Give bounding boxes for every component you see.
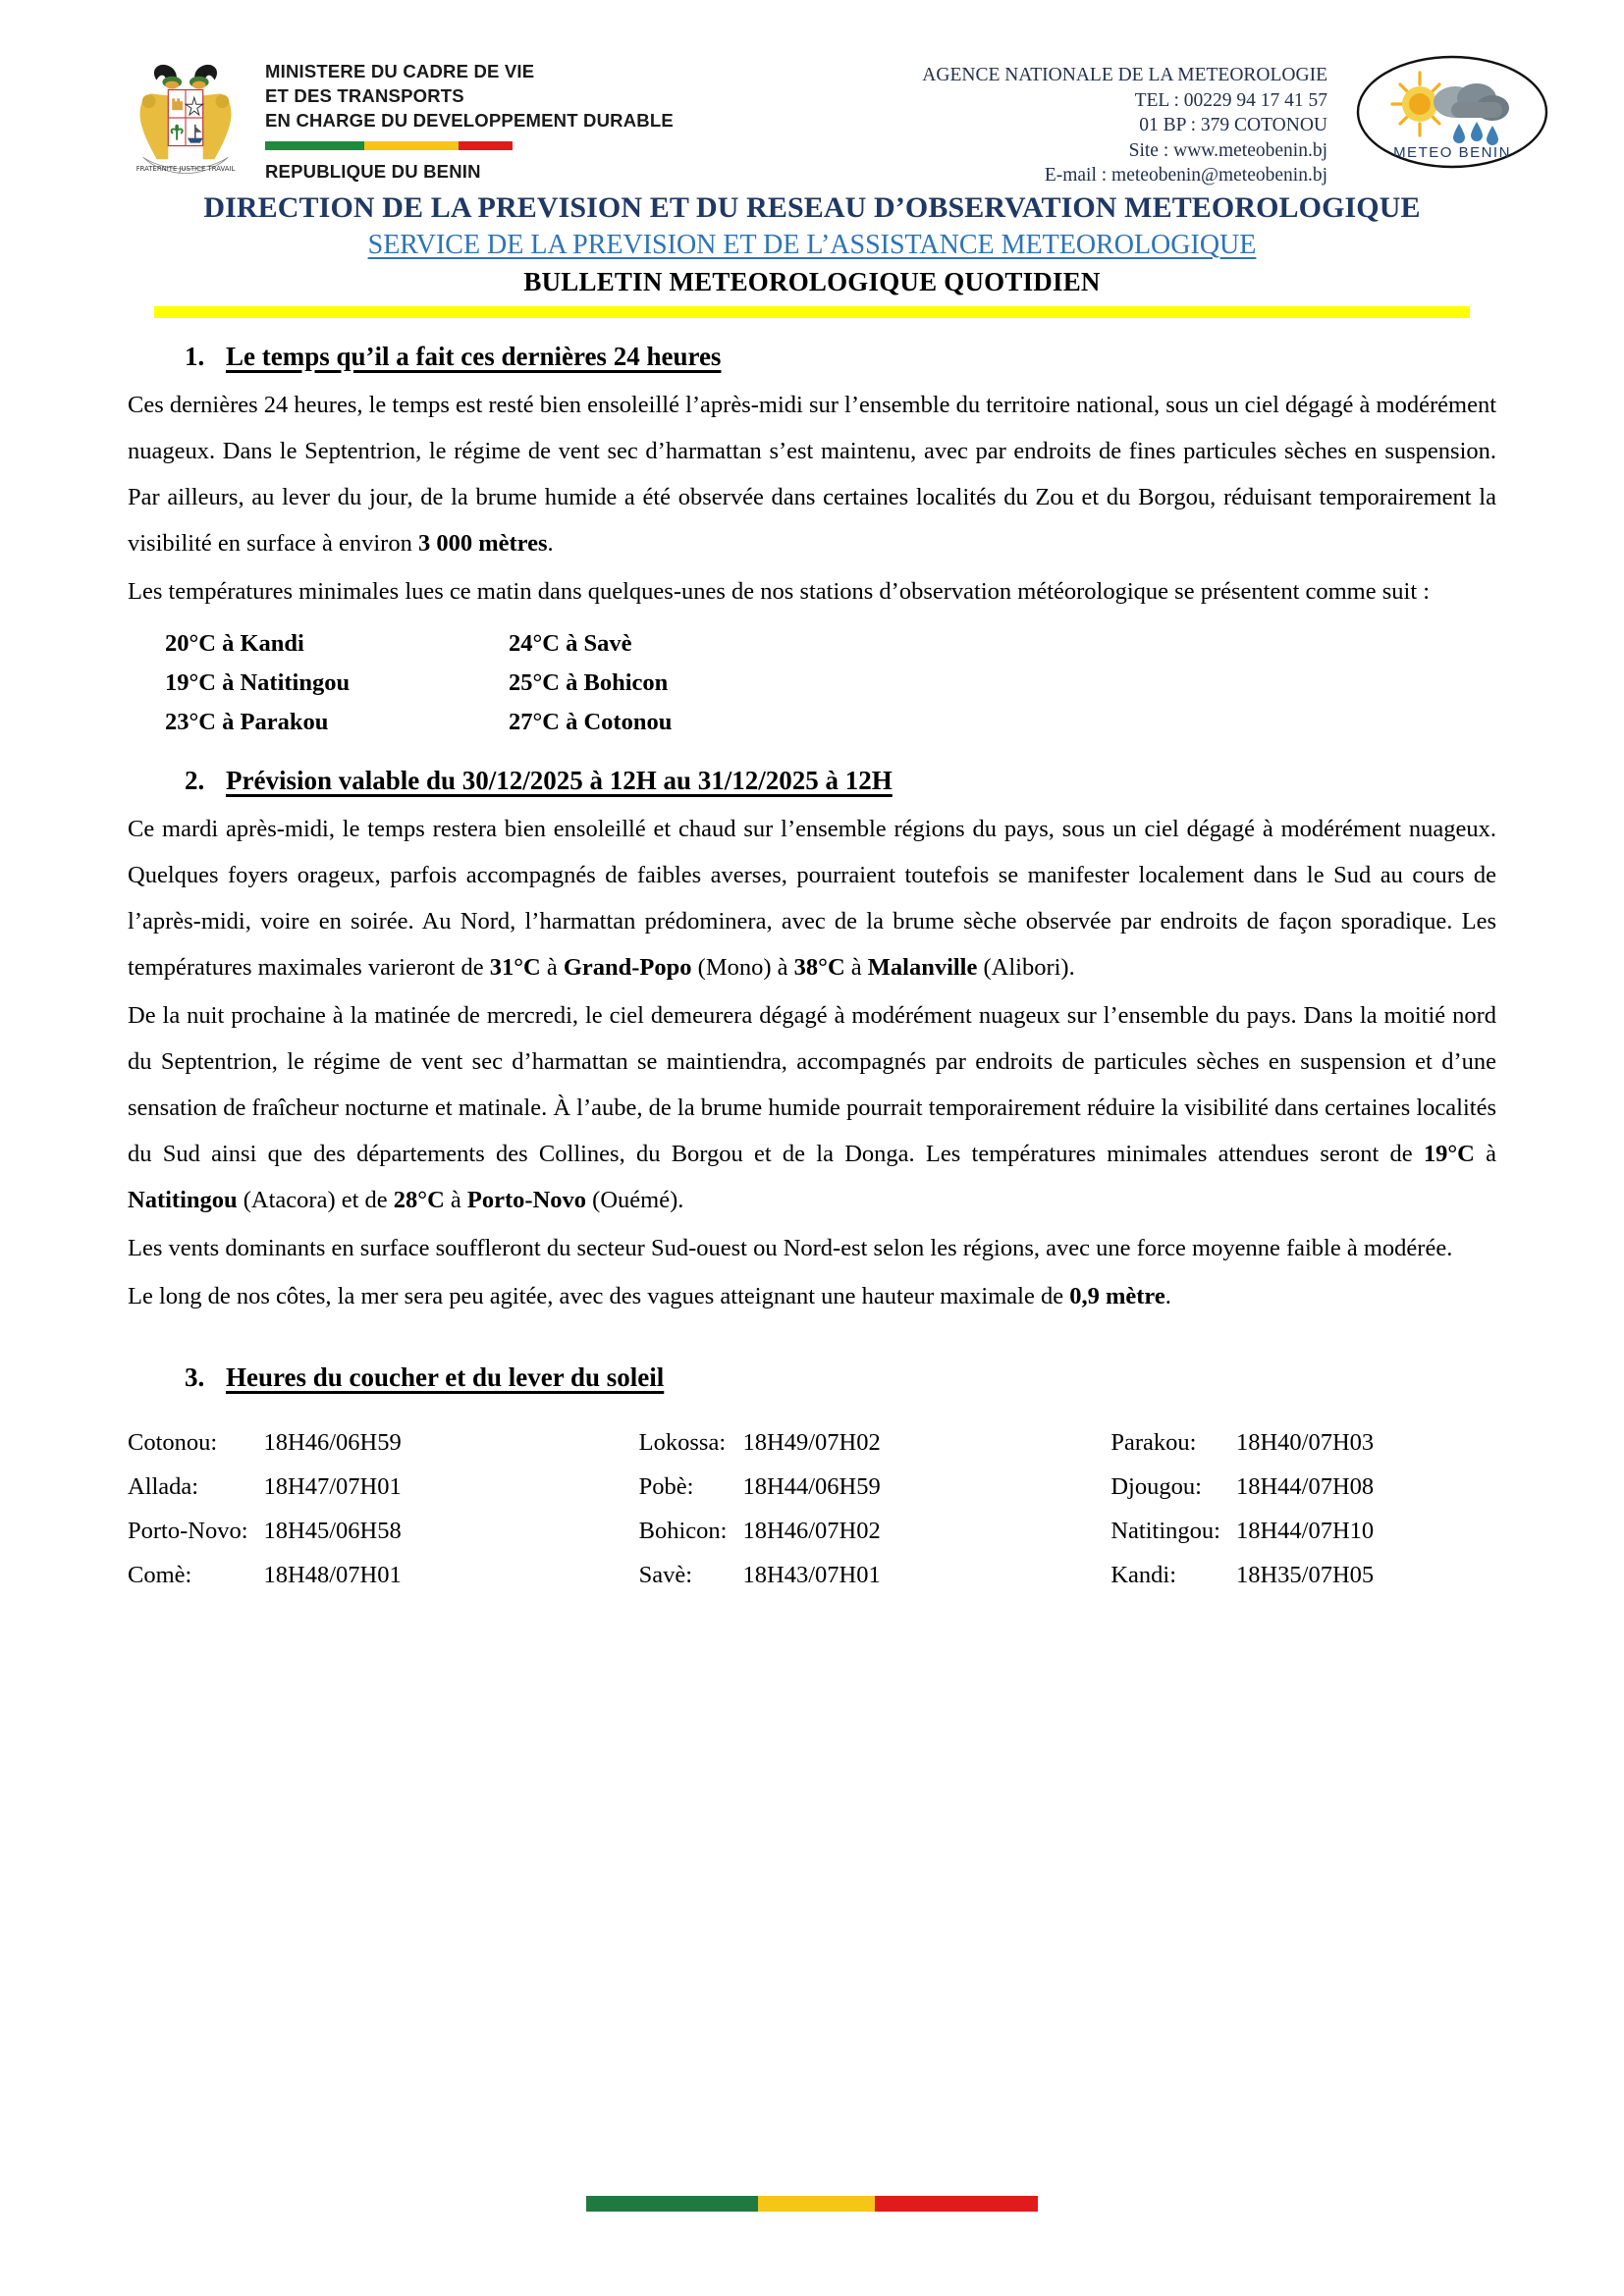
sun-city: Lokossa: <box>638 1429 727 1456</box>
republic-label: REPUBLIQUE DU BENIN <box>265 161 481 182</box>
sun-city: Pobè: <box>638 1473 694 1500</box>
ministry-block <box>128 47 677 184</box>
minimum-temperatures-list <box>165 624 1496 742</box>
s2-p1-text-end: (Alibori). <box>977 954 1075 981</box>
s2-tmin-low-city: Natitingou <box>128 1187 238 1213</box>
flag-red-stripe <box>459 141 513 150</box>
temp-item: 27°C à Cotonou <box>509 709 673 735</box>
sun-time: 18H35/07H05 <box>1235 1562 1375 1588</box>
s2-p1-text-a: Ce mardi après-midi, le temps restera bien ensoleillé et chaud sur l’ensemble régions du pays, sous un ciel dégagé à modérément nuageux. Quelques foyers orageux, parfois accompagnés de faibles averses, pourraient toutefois se manifester localement dans le Sud au cours de l’après-midi, voire en soirée. Au Nord, l’harmattan prédominera, avec de la brume sèche observée par endroits de façon sporadique. Les températures maximales varieront de <box>128 816 1496 981</box>
agency-name: AGENCE NATIONALE DE LA METEOROLOGIE <box>922 65 1327 85</box>
s2-p1-sep-2: (Mono) à <box>691 954 794 981</box>
s2-tmax-low-value: 31°C <box>489 954 541 981</box>
sun-time: 18H44/06H59 <box>742 1473 881 1500</box>
section-2-paragraph-4 <box>128 1273 1496 1319</box>
section-1-number: 1. <box>185 342 205 371</box>
footer-flag-red <box>875 2196 1038 2212</box>
sun-time: 18H46/06H59 <box>263 1429 402 1456</box>
sun-column-2 <box>584 1420 1041 1597</box>
s2-tmin-high-value: 28°C <box>393 1187 445 1213</box>
section-2-paragraph-3: Les vents dominants en surface souffleront du secteur Sud-ouest ou Nord-est selon les régions, avec une force moyenne faible à modérée. <box>128 1235 1453 1261</box>
s2-wave-height-value: 0,9 mètre <box>1069 1283 1165 1309</box>
sun-time: 18H47/07H01 <box>263 1473 402 1500</box>
section-2-title: Prévision valable du 30/12/2025 à 12H au 31/12/2025 à 12H <box>226 766 893 795</box>
section-3-number: 3. <box>185 1362 205 1392</box>
s2-tmax-high-city: Malanville <box>867 954 978 981</box>
s2-p2-sep-1: à <box>1474 1141 1496 1167</box>
section-2-number: 2. <box>185 766 205 795</box>
s2-p2-text-a: De la nuit prochaine à la matinée de mercredi, le ciel demeurera dégagé à modérément nuageux sur l’ensemble du pays. Dans la moitié nord du Septentrion, le régime de vent sec d’harmattan se maintiendra, accompagnés par endroits de particules sèches en suspension et d’une sensation de fraîcheur nocturne et matinale. À l’aube, de la brume humide pourrait temporairement réduire la visibilité dans certaines localités du Sud ainsi que des départements des Collines, du Borgou et de la Donga. Les températures minimales attendues seront de <box>128 1002 1496 1167</box>
benin-flag-bar-bottom <box>586 2196 1038 2212</box>
s2-p4-text-b: . <box>1164 1283 1171 1309</box>
sun-time: 18H46/07H02 <box>742 1518 881 1544</box>
sun-column-1 <box>128 1420 584 1597</box>
document-titles <box>0 189 1624 318</box>
sun-time: 18H40/07H03 <box>1235 1429 1375 1456</box>
section-2-paragraph-2 <box>128 992 1496 1223</box>
s2-tmin-low-value: 19°C <box>1423 1141 1475 1167</box>
temp-item: 23°C à Parakou <box>165 709 329 735</box>
flag-green-stripe <box>265 141 364 150</box>
sun-city: Djougou: <box>1110 1473 1202 1500</box>
sun-city: Comè: <box>128 1562 192 1588</box>
temp-item: 25°C à Bohicon <box>509 669 669 696</box>
sun-time: 18H44/07H10 <box>1235 1518 1375 1544</box>
sun-city: Parakou: <box>1110 1429 1197 1456</box>
agency-tel: TEL : 00229 94 17 41 57 <box>1134 89 1327 111</box>
sun-time: 18H48/07H01 <box>263 1562 402 1588</box>
section-1-heading <box>185 342 1496 372</box>
ministry-line-3: EN CHARGE DU DEVELOPPEMENT DURABLE <box>265 110 674 131</box>
sunrise-sunset-table <box>128 1420 1496 1597</box>
title-bulletin: BULLETIN METEOROLOGIQUE QUOTIDIEN <box>523 267 1101 296</box>
s1-p1-text-b: . <box>547 530 554 557</box>
document-header <box>0 0 1624 186</box>
s2-p2-sep-3: à <box>444 1187 467 1213</box>
sun-city: Allada: <box>128 1473 199 1500</box>
ministry-line-2: ET DES TRANSPORTS <box>265 85 464 106</box>
agency-po-box: 01 BP : 379 COTONOU <box>1139 115 1327 135</box>
agency-website[interactable]: Site : www.meteobenin.bj <box>1128 139 1327 161</box>
s1-p1-text-a: Ces dernières 24 heures, le temps est resté bien ensoleillé l’après-midi sur l’ensemble du territoire national, sous un ciel dégagé à modérément nuageux. Dans le Septentrion, le régime de vent sec d’harmattan s’est maintenu, avec par endroits de fines particules sèches en suspension. Par ailleurs, au lever du jour, de la brume humide a été observée dans certaines localités du Zou et du Borgou, réduisant temporairement la visibilité en surface à environ <box>128 392 1496 557</box>
sun-column-3 <box>1040 1420 1496 1597</box>
s2-tmin-high-city: Porto-Novo <box>466 1187 587 1213</box>
document-body <box>0 342 1624 1597</box>
flag-yellow-stripe <box>364 141 459 150</box>
sun-city: Cotonou: <box>128 1429 218 1456</box>
sun-city: Porto-Novo: <box>128 1518 248 1544</box>
s1-visibility-value: 3 000 mètres <box>417 530 548 557</box>
sun-time: 18H43/07H01 <box>742 1562 881 1588</box>
temp-item: 19°C à Natitingou <box>165 669 351 696</box>
s2-p1-sep-3: à <box>844 954 868 981</box>
section-2-paragraph-1 <box>128 806 1496 990</box>
sun-time: 18H44/07H08 <box>1235 1473 1375 1500</box>
temp-item: 20°C à Kandi <box>165 630 304 657</box>
s2-tmax-low-city: Grand-Popo <box>563 954 692 981</box>
title-service: SERVICE DE LA PREVISION ET DE L’ASSISTANCE METEOROLOGIQUE <box>367 230 1257 260</box>
yellow-highlight-bar <box>154 306 1470 318</box>
sun-time: 18H49/07H02 <box>742 1429 881 1456</box>
agency-email[interactable]: E-mail : meteobenin@meteobenin.bj <box>1044 165 1327 186</box>
agency-contact-block <box>677 47 1349 188</box>
benin-flag-bar-top <box>265 141 513 150</box>
logo-text: METEO BENIN <box>1393 144 1511 161</box>
section-3-title: Heures du coucher et du lever du soleil <box>226 1362 665 1392</box>
sun-city: Kandi: <box>1110 1562 1177 1588</box>
meteo-benin-logo <box>1349 51 1555 179</box>
s2-tmax-high-value: 38°C <box>793 954 845 981</box>
section-2-heading <box>185 766 1496 796</box>
ministry-line-1: MINISTERE DU CADRE DE VIE <box>265 61 535 81</box>
benin-coat-of-arms-icon <box>128 55 244 181</box>
temp-item: 24°C à Savè <box>509 630 632 657</box>
title-direction: DIRECTION DE LA PREVISION ET DU RESEAU D’OBSERVATION METEOROLOGIQUE <box>203 191 1421 224</box>
section-3-heading <box>185 1362 1496 1393</box>
section-1-paragraph-1 <box>128 382 1496 566</box>
s2-p2-sep-2: (Atacora) et de <box>237 1187 394 1213</box>
sun-city: Savè: <box>638 1562 693 1588</box>
section-1-paragraph-2: Les températures minimales lues ce matin dans quelques-unes de nos stations d’observation météorologique se présentent comme suit : <box>128 578 1431 605</box>
s2-p1-sep-1: à <box>540 954 564 981</box>
coat-motto-text: FRATERNITE JUSTICE TRAVAIL <box>135 165 236 174</box>
sun-city: Natitingou: <box>1110 1518 1220 1544</box>
s2-p2-text-end: (Ouémé). <box>586 1187 684 1213</box>
footer-flag-green <box>586 2196 758 2212</box>
s2-p4-text-a: Le long de nos côtes, la mer sera peu agitée, avec des vagues atteignant une hauteur maximale de <box>128 1283 1070 1309</box>
section-1-title: Le temps qu’il a fait ces dernières 24 heures <box>226 342 722 371</box>
sun-time: 18H45/06H58 <box>263 1518 402 1544</box>
sun-city: Bohicon: <box>638 1518 728 1544</box>
footer-flag-yellow <box>758 2196 876 2212</box>
